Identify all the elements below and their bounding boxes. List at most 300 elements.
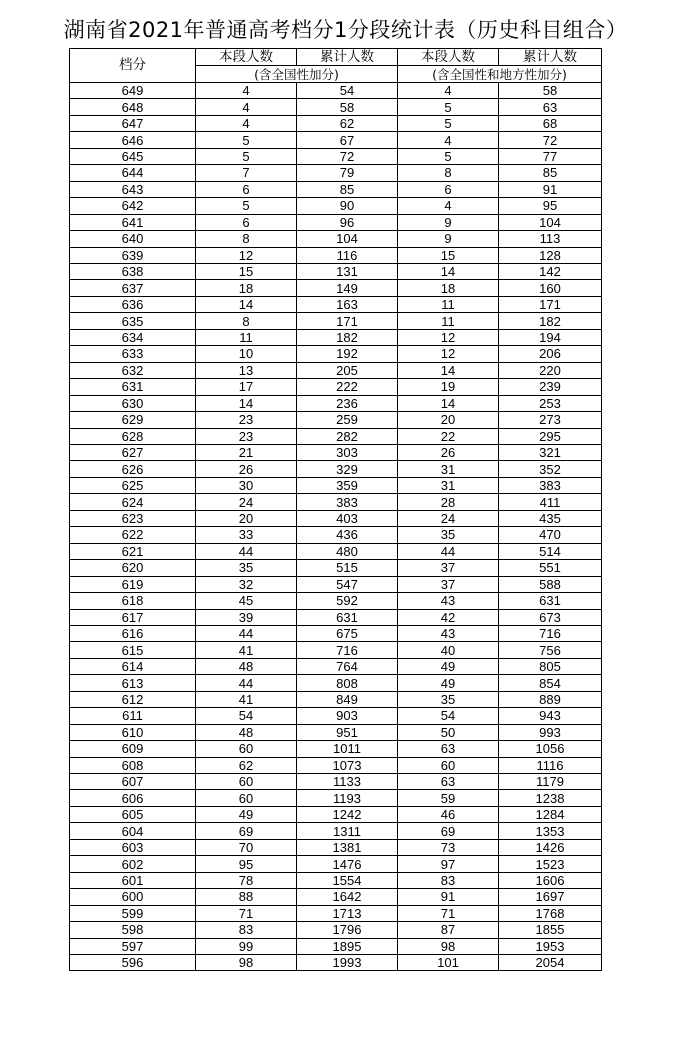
count-a-cell: 54	[196, 708, 297, 724]
score-cell: 630	[70, 395, 196, 411]
cum-b-cell: 1953	[499, 938, 602, 954]
count-b-cell: 50	[398, 724, 499, 740]
table-row	[70, 148, 602, 164]
score-cell: 648	[70, 99, 196, 115]
score-cell: 601	[70, 872, 196, 888]
cum-a-cell: 1311	[297, 823, 398, 839]
cum-b-cell: 1855	[499, 922, 602, 938]
table-row	[70, 823, 602, 839]
score-cell: 633	[70, 346, 196, 362]
score-cell: 636	[70, 296, 196, 312]
count-b-cell: 9	[398, 231, 499, 247]
cum-b-cell: 551	[499, 560, 602, 576]
cum-b-cell: 58	[499, 83, 602, 99]
cum-b-cell: 889	[499, 691, 602, 707]
cum-a-cell: 1642	[297, 889, 398, 905]
cum-a-cell: 1476	[297, 856, 398, 872]
cum-a-cell: 222	[297, 379, 398, 395]
score-cell: 608	[70, 757, 196, 773]
score-cell: 626	[70, 461, 196, 477]
cum-b-cell: 91	[499, 181, 602, 197]
score-cell: 625	[70, 477, 196, 493]
score-cell: 623	[70, 510, 196, 526]
cum-b-cell: 1179	[499, 774, 602, 790]
score-cell: 628	[70, 428, 196, 444]
table-row	[70, 115, 602, 131]
count-b-cell: 24	[398, 510, 499, 526]
cum-a-cell: 329	[297, 461, 398, 477]
count-b-cell: 44	[398, 543, 499, 559]
count-a-cell: 39	[196, 609, 297, 625]
count-b-cell: 42	[398, 609, 499, 625]
header-count-b: 本段人数	[398, 49, 499, 66]
count-a-cell: 18	[196, 280, 297, 296]
score-cell: 637	[70, 280, 196, 296]
count-a-cell: 44	[196, 543, 297, 559]
cum-b-cell: 1238	[499, 790, 602, 806]
cum-b-cell: 113	[499, 231, 602, 247]
cum-b-cell: 1056	[499, 741, 602, 757]
table-row	[70, 724, 602, 740]
cum-a-cell: 116	[297, 247, 398, 263]
count-a-cell: 70	[196, 839, 297, 855]
score-cell: 613	[70, 675, 196, 691]
score-cell: 640	[70, 231, 196, 247]
count-b-cell: 91	[398, 889, 499, 905]
table-row	[70, 856, 602, 872]
count-b-cell: 35	[398, 691, 499, 707]
cum-b-cell: 239	[499, 379, 602, 395]
score-cell: 607	[70, 774, 196, 790]
count-a-cell: 10	[196, 346, 297, 362]
score-cell: 614	[70, 658, 196, 674]
count-a-cell: 4	[196, 115, 297, 131]
count-b-cell: 6	[398, 181, 499, 197]
count-b-cell: 49	[398, 658, 499, 674]
cum-a-cell: 436	[297, 527, 398, 543]
score-cell: 610	[70, 724, 196, 740]
cum-a-cell: 58	[297, 99, 398, 115]
table-row	[70, 444, 602, 460]
cum-a-cell: 62	[297, 115, 398, 131]
count-b-cell: 69	[398, 823, 499, 839]
cum-a-cell: 1193	[297, 790, 398, 806]
count-a-cell: 24	[196, 494, 297, 510]
score-cell: 635	[70, 313, 196, 329]
table-row	[70, 905, 602, 921]
cum-a-cell: 205	[297, 362, 398, 378]
count-a-cell: 14	[196, 296, 297, 312]
count-b-cell: 49	[398, 675, 499, 691]
score-cell: 599	[70, 905, 196, 921]
table-row	[70, 938, 602, 954]
table-row	[70, 774, 602, 790]
cum-a-cell: 192	[297, 346, 398, 362]
cum-a-cell: 592	[297, 593, 398, 609]
cum-a-cell: 403	[297, 510, 398, 526]
count-a-cell: 48	[196, 724, 297, 740]
count-b-cell: 20	[398, 412, 499, 428]
cum-a-cell: 515	[297, 560, 398, 576]
count-a-cell: 15	[196, 263, 297, 279]
cum-b-cell: 805	[499, 658, 602, 674]
cum-b-cell: 182	[499, 313, 602, 329]
count-b-cell: 18	[398, 280, 499, 296]
header-row-top	[70, 49, 602, 66]
count-b-cell: 5	[398, 115, 499, 131]
score-cell: 642	[70, 198, 196, 214]
count-b-cell: 4	[398, 83, 499, 99]
cum-b-cell: 1353	[499, 823, 602, 839]
cum-b-cell: 631	[499, 593, 602, 609]
score-cell: 629	[70, 412, 196, 428]
table-row	[70, 790, 602, 806]
count-b-cell: 5	[398, 99, 499, 115]
count-a-cell: 60	[196, 790, 297, 806]
cum-a-cell: 85	[297, 181, 398, 197]
table-row	[70, 609, 602, 625]
count-b-cell: 4	[398, 132, 499, 148]
count-a-cell: 48	[196, 658, 297, 674]
count-a-cell: 33	[196, 527, 297, 543]
cum-a-cell: 764	[297, 658, 398, 674]
score-cell: 615	[70, 642, 196, 658]
count-a-cell: 45	[196, 593, 297, 609]
cum-b-cell: 756	[499, 642, 602, 658]
count-b-cell: 11	[398, 296, 499, 312]
cum-b-cell: 72	[499, 132, 602, 148]
table-row	[70, 181, 602, 197]
table-row	[70, 691, 602, 707]
table-row	[70, 296, 602, 312]
table-row	[70, 165, 602, 181]
cum-b-cell: 273	[499, 412, 602, 428]
count-a-cell: 71	[196, 905, 297, 921]
header-score: 档分	[70, 49, 196, 83]
score-cell: 617	[70, 609, 196, 625]
table-row	[70, 955, 602, 971]
cum-b-cell: 77	[499, 148, 602, 164]
cum-a-cell: 163	[297, 296, 398, 312]
count-b-cell: 19	[398, 379, 499, 395]
count-b-cell: 9	[398, 214, 499, 230]
score-cell: 602	[70, 856, 196, 872]
count-b-cell: 83	[398, 872, 499, 888]
header-note-b: (含全国性和地方性加分)	[398, 66, 602, 83]
table-row	[70, 576, 602, 592]
count-a-cell: 6	[196, 214, 297, 230]
count-a-cell: 26	[196, 461, 297, 477]
table-row	[70, 757, 602, 773]
cum-b-cell: 1768	[499, 905, 602, 921]
table-row	[70, 263, 602, 279]
count-a-cell: 6	[196, 181, 297, 197]
cum-b-cell: 943	[499, 708, 602, 724]
table-row	[70, 395, 602, 411]
table-row	[70, 362, 602, 378]
count-b-cell: 15	[398, 247, 499, 263]
count-b-cell: 5	[398, 148, 499, 164]
count-b-cell: 46	[398, 806, 499, 822]
table-row	[70, 675, 602, 691]
count-b-cell: 31	[398, 461, 499, 477]
count-b-cell: 37	[398, 560, 499, 576]
score-cell: 627	[70, 444, 196, 460]
count-b-cell: 43	[398, 625, 499, 641]
score-cell: 647	[70, 115, 196, 131]
score-cell: 618	[70, 593, 196, 609]
score-cell: 643	[70, 181, 196, 197]
cum-b-cell: 321	[499, 444, 602, 460]
cum-b-cell: 142	[499, 263, 602, 279]
count-b-cell: 59	[398, 790, 499, 806]
score-cell: 644	[70, 165, 196, 181]
cum-a-cell: 282	[297, 428, 398, 444]
cum-a-cell: 182	[297, 329, 398, 345]
score-distribution-table	[69, 48, 602, 971]
count-b-cell: 43	[398, 593, 499, 609]
score-cell: 645	[70, 148, 196, 164]
score-cell: 597	[70, 938, 196, 954]
cum-a-cell: 236	[297, 395, 398, 411]
cum-b-cell: 411	[499, 494, 602, 510]
score-cell: 604	[70, 823, 196, 839]
cum-a-cell: 79	[297, 165, 398, 181]
count-a-cell: 8	[196, 231, 297, 247]
count-b-cell: 11	[398, 313, 499, 329]
header-cum-a: 累计人数	[297, 49, 398, 66]
header-cum-b: 累计人数	[499, 49, 602, 66]
table-row	[70, 741, 602, 757]
count-a-cell: 60	[196, 741, 297, 757]
count-a-cell: 4	[196, 83, 297, 99]
cum-b-cell: 68	[499, 115, 602, 131]
cum-a-cell: 808	[297, 675, 398, 691]
cum-a-cell: 303	[297, 444, 398, 460]
cum-b-cell: 352	[499, 461, 602, 477]
cum-b-cell: 95	[499, 198, 602, 214]
table-row	[70, 494, 602, 510]
count-a-cell: 8	[196, 313, 297, 329]
count-b-cell: 28	[398, 494, 499, 510]
table-row	[70, 379, 602, 395]
count-a-cell: 5	[196, 148, 297, 164]
table-row	[70, 889, 602, 905]
score-cell: 619	[70, 576, 196, 592]
table-row	[70, 527, 602, 543]
count-b-cell: 73	[398, 839, 499, 855]
cum-b-cell: 295	[499, 428, 602, 444]
count-b-cell: 14	[398, 395, 499, 411]
cum-a-cell: 96	[297, 214, 398, 230]
count-a-cell: 20	[196, 510, 297, 526]
cum-b-cell: 63	[499, 99, 602, 115]
cum-a-cell: 1993	[297, 955, 398, 971]
count-a-cell: 78	[196, 872, 297, 888]
count-a-cell: 88	[196, 889, 297, 905]
cum-a-cell: 631	[297, 609, 398, 625]
table-body	[70, 49, 602, 971]
count-b-cell: 35	[398, 527, 499, 543]
cum-b-cell: 993	[499, 724, 602, 740]
table-row	[70, 83, 602, 99]
score-cell: 621	[70, 543, 196, 559]
table-row	[70, 280, 602, 296]
count-b-cell: 31	[398, 477, 499, 493]
cum-b-cell: 2054	[499, 955, 602, 971]
count-b-cell: 40	[398, 642, 499, 658]
cum-a-cell: 67	[297, 132, 398, 148]
count-a-cell: 7	[196, 165, 297, 181]
count-a-cell: 23	[196, 428, 297, 444]
table-row	[70, 593, 602, 609]
count-a-cell: 17	[196, 379, 297, 395]
score-cell: 598	[70, 922, 196, 938]
cum-a-cell: 72	[297, 148, 398, 164]
score-cell: 641	[70, 214, 196, 230]
table-row	[70, 461, 602, 477]
cum-a-cell: 675	[297, 625, 398, 641]
score-cell: 632	[70, 362, 196, 378]
count-b-cell: 14	[398, 362, 499, 378]
table-row	[70, 313, 602, 329]
count-a-cell: 12	[196, 247, 297, 263]
table-row	[70, 658, 602, 674]
score-cell: 638	[70, 263, 196, 279]
table-row	[70, 247, 602, 263]
count-b-cell: 22	[398, 428, 499, 444]
cum-a-cell: 259	[297, 412, 398, 428]
table-row	[70, 642, 602, 658]
cum-b-cell: 1426	[499, 839, 602, 855]
table-row	[70, 214, 602, 230]
cum-a-cell: 480	[297, 543, 398, 559]
count-b-cell: 97	[398, 856, 499, 872]
count-b-cell: 54	[398, 708, 499, 724]
score-cell: 609	[70, 741, 196, 757]
cum-a-cell: 1073	[297, 757, 398, 773]
count-a-cell: 30	[196, 477, 297, 493]
cum-a-cell: 1011	[297, 741, 398, 757]
cum-b-cell: 1606	[499, 872, 602, 888]
count-b-cell: 8	[398, 165, 499, 181]
count-b-cell: 101	[398, 955, 499, 971]
count-a-cell: 44	[196, 675, 297, 691]
score-cell: 600	[70, 889, 196, 905]
cum-b-cell: 171	[499, 296, 602, 312]
score-cell: 646	[70, 132, 196, 148]
cum-b-cell: 104	[499, 214, 602, 230]
cum-a-cell: 1713	[297, 905, 398, 921]
score-cell: 596	[70, 955, 196, 971]
table-row	[70, 560, 602, 576]
cum-a-cell: 903	[297, 708, 398, 724]
header-note-a: (含全国性加分)	[196, 66, 398, 83]
count-b-cell: 12	[398, 329, 499, 345]
score-cell: 620	[70, 560, 196, 576]
score-cell: 612	[70, 691, 196, 707]
count-b-cell: 60	[398, 757, 499, 773]
score-cell: 605	[70, 806, 196, 822]
count-a-cell: 69	[196, 823, 297, 839]
score-cell: 611	[70, 708, 196, 724]
count-a-cell: 95	[196, 856, 297, 872]
header-count-a: 本段人数	[196, 49, 297, 66]
cum-a-cell: 1554	[297, 872, 398, 888]
count-a-cell: 60	[196, 774, 297, 790]
page-title: 湖南省2021年普通高考档分1分段统计表（历史科目组合）	[63, 18, 628, 42]
score-cell: 639	[70, 247, 196, 263]
cum-a-cell: 1381	[297, 839, 398, 855]
score-cell: 649	[70, 83, 196, 99]
count-b-cell: 98	[398, 938, 499, 954]
table-row	[70, 625, 602, 641]
score-cell: 616	[70, 625, 196, 641]
count-a-cell: 44	[196, 625, 297, 641]
table-row	[70, 329, 602, 345]
table-row	[70, 839, 602, 855]
count-a-cell: 62	[196, 757, 297, 773]
table-row	[70, 872, 602, 888]
cum-a-cell: 716	[297, 642, 398, 658]
cum-b-cell: 1284	[499, 806, 602, 822]
count-a-cell: 49	[196, 806, 297, 822]
count-a-cell: 99	[196, 938, 297, 954]
cum-b-cell: 128	[499, 247, 602, 263]
cum-a-cell: 1895	[297, 938, 398, 954]
count-a-cell: 23	[196, 412, 297, 428]
cum-b-cell: 1523	[499, 856, 602, 872]
count-a-cell: 13	[196, 362, 297, 378]
score-cell: 622	[70, 527, 196, 543]
count-a-cell: 11	[196, 329, 297, 345]
table-row	[70, 477, 602, 493]
cum-b-cell: 253	[499, 395, 602, 411]
count-b-cell: 63	[398, 741, 499, 757]
score-cell: 603	[70, 839, 196, 855]
table-row	[70, 428, 602, 444]
cum-b-cell: 160	[499, 280, 602, 296]
count-a-cell: 41	[196, 691, 297, 707]
cum-b-cell: 85	[499, 165, 602, 181]
score-cell: 624	[70, 494, 196, 510]
count-a-cell: 83	[196, 922, 297, 938]
cum-a-cell: 951	[297, 724, 398, 740]
count-b-cell: 26	[398, 444, 499, 460]
score-cell: 634	[70, 329, 196, 345]
table-row	[70, 922, 602, 938]
cum-a-cell: 1796	[297, 922, 398, 938]
table-row	[70, 132, 602, 148]
cum-b-cell: 194	[499, 329, 602, 345]
score-cell: 606	[70, 790, 196, 806]
count-b-cell: 12	[398, 346, 499, 362]
count-a-cell: 98	[196, 955, 297, 971]
count-a-cell: 32	[196, 576, 297, 592]
table-row	[70, 806, 602, 822]
cum-b-cell: 1697	[499, 889, 602, 905]
cum-b-cell: 220	[499, 362, 602, 378]
cum-a-cell: 383	[297, 494, 398, 510]
count-a-cell: 4	[196, 99, 297, 115]
score-cell: 631	[70, 379, 196, 395]
cum-b-cell: 588	[499, 576, 602, 592]
cum-a-cell: 54	[297, 83, 398, 99]
cum-a-cell: 1242	[297, 806, 398, 822]
cum-a-cell: 171	[297, 313, 398, 329]
count-a-cell: 35	[196, 560, 297, 576]
cum-a-cell: 104	[297, 231, 398, 247]
